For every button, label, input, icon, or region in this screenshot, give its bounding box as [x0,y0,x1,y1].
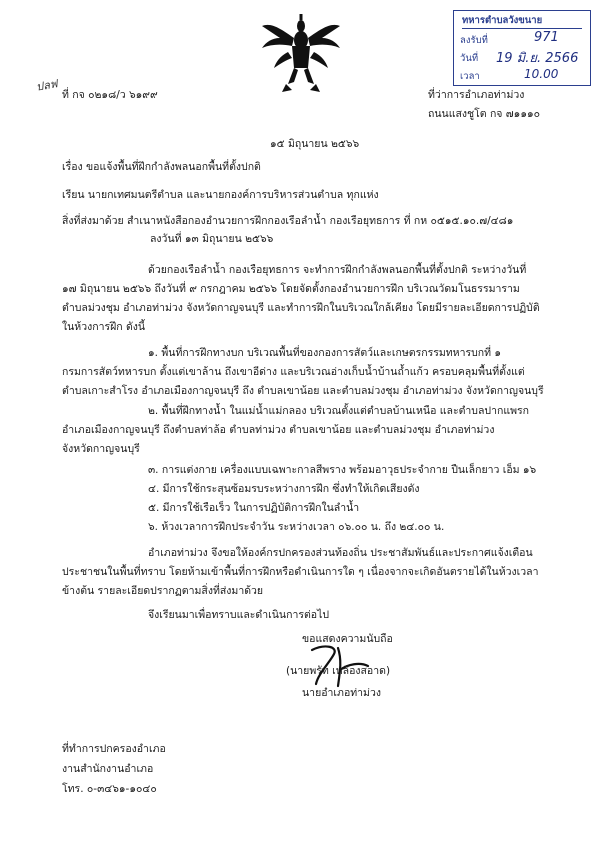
stamp-recv-label: ลงรับที่ [460,35,488,46]
recipient-line: เรียน นายกเทศมนตรีตำบล และนายกองค์การบริหารส่วนตำบล ทุกแห่ง [62,189,379,201]
item1-line2: กรมการสัตว์ทหารบก ตั้งแต่เขาล้าน ถึงเขาอีด่าง และบริเวณอ่างเก็บน้ำบ้านถ้ำแก้ว ครอบคลุมพื้นที่ตั้งแต่ [62,366,525,378]
body-paragraph2-line2: ประชาชนในพื้นที่ทราบ โดยห้ามเข้าพื้นที่การฝึกหรือดำเนินการใด ๆ เนื่องจากจะเกิดอันตรายได้ในห้วงเวลา [62,566,539,578]
signer-name: (นายพรัท เหลืองสอาด) [286,665,391,677]
reference-number: ที่ กจ ๐๒๑๘/ว ๖๑๙๙ [62,89,158,101]
body-paragraph1-line1: ด้วยกองเรือลำน้ำ กองเรือยุทธการ จะทำการฝึกกำลังพลนอกพื้นที่ตั้งปกติ ระหว่างวันที่ [148,264,527,276]
item1-line3: ตำบลเกาะสำโรง อำเภอเมืองกาญจนบุรี ถึง ตำบลเขาน้อย และตำบลม่วงชุม อำเภอท่าม่วง จังหวัดกาญจนบุรี [62,385,544,397]
stamp-recv-number: 971 [534,30,559,45]
office-address-line1: ที่ว่าการอำเภอท่าม่วง [428,89,525,101]
stamp-date-label: วันที่ [460,53,479,64]
stamp-title: ทหารตำบลวังขนาย [462,13,582,29]
garuda-emblem-icon [258,12,344,98]
stamp-date-row [460,51,478,66]
item2-line3: จังหวัดกาญจนบุรี [62,443,140,455]
stamp-recv-row [460,33,488,48]
item5: ๕. มีการใช้เรือเร็ว ในการปฏิบัติการฝึกในลำน้ำ [148,502,360,514]
body-paragraph2-line3: ข้างต้น รายละเอียดปรากฏตามสิ่งที่ส่งมาด้วย [62,585,264,597]
body-paragraph1-line4: ในห้วงการฝึก ดังนี้ [62,321,146,333]
footer-phone: โทร. ๐-๓๔๖๑-๑๐๔๐ [62,783,157,795]
enclosure-line1: สิ่งที่ส่งมาด้วย สำเนาหนังสือกองอำนวยการฝึกกองเรือลำน้ำ กองเรือยุทธการ ที่ กห ๐๕๑๕.๑๐.๗/๔๘๑ [62,215,514,227]
subject-line: เรื่อง ขอแจ้งพื้นที่ฝึกกำลังพลนอกพื้นที่ตั้งปกติ [62,161,261,173]
stamp-date-value: 19 มิ.ย. 2566 [496,51,579,66]
body-paragraph2-line1: อำเภอท่าม่วง จึงขอให้องค์กรปกครองส่วนท้องถิ่น ประชาสัมพันธ์และประกาศแจ้งเตือน [148,547,533,559]
stamp-time-row [460,69,480,84]
item2-line1: ๒. พื้นที่ฝึกทางน้ำ ในแม่น้ำแม่กลอง บริเวณตั้งแต่ตำบลบ้านเหนือ และตำบลปากแพรก [148,405,530,417]
body-paragraph3: จึงเรียนมาเพื่อทราบและดำเนินการต่อไป [148,609,330,621]
footer-line1: ที่ทำการปกครองอำเภอ [62,743,166,755]
item2-line2: อำเภอเมืองกาญจนบุรี ถึงตำบลท่าล้อ ตำบลท่าม่วง ตำบลเขาน้อย และตำบลม่วงชุม อำเภอท่าม่วง [62,424,495,436]
item1-line1: ๑. พื้นที่การฝึกทางบก บริเวณพื้นที่ของกองการสัตว์และเกษตรกรรมทหารบกที่ ๑ [148,347,502,359]
footer-line2: งานสำนักงานอำเภอ [62,763,154,775]
office-address-line2: ถนนแสงชูโต กจ ๗๑๑๑๐ [428,108,541,120]
closing-regards: ขอแสดงความนับถือ [302,633,393,645]
item4: ๔. มีการใช้กระสุนซ้อมรบระหว่างการฝึก ซึ่งทำให้เกิดเสียงดัง [148,483,420,495]
stamp-time-label: เวลา [460,71,480,82]
item3: ๓. การแต่งกาย เครื่องแบบเฉพาะกาลสีพราง พร้อมอาวุธประจำกาย ปืนเล็กยาว เอ็ม ๑๖ [148,464,537,476]
body-paragraph1-line2: ๑๗ มิถุนายน ๒๕๖๖ ถึงวันที่ ๙ กรกฎาคม ๒๕๖๖ โดยจัดตั้งกองอำนวยการฝึก บริเวณวัดมโนธรรมาราม [62,283,520,295]
receipt-stamp [453,10,591,86]
body-paragraph1-line3: ตำบลม่วงชุม อำเภอท่าม่วง จังหวัดกาญจนบุรี และทำการฝึกในบริเวณใกล้เคียง โดยมีรายละเอียดการปฏิบัติ [62,302,540,314]
item6: ๖. ห้วงเวลาการฝึกประจำวัน ระหว่างเวลา ๐๖.๐๐ น. ถึง ๒๔.๐๐ น. [148,521,445,533]
stamp-time-value: 10.00 [524,67,559,81]
document-date: ๑๕ มิถุนายน ๒๕๖๖ [270,138,360,150]
handwritten-note: ปลฟ [35,77,59,94]
signer-position: นายอำเภอท่าม่วง [302,687,382,699]
enclosure-line2: ลงวันที่ ๑๓ มิถุนายน ๒๕๖๖ [150,233,274,245]
